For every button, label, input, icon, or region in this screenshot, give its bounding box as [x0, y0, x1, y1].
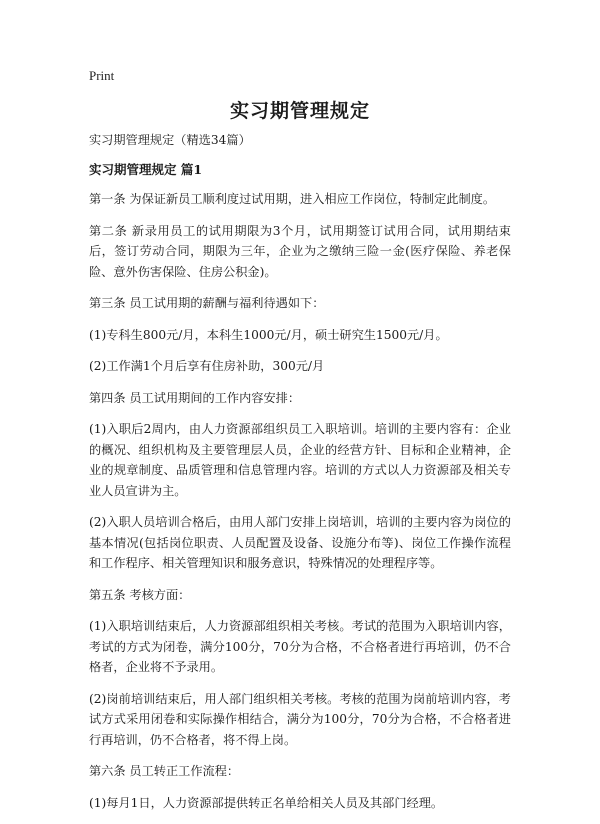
- paragraph: 第四条 员工试用期间的工作内容安排：: [89, 390, 301, 405]
- paragraph: (2)入职人员培训合格后，由用人部门安排上岗培训，培训的主要内容为岗位的基本情况(包括岗位职责、人员配置及设备、设施分布等)、岗位工作操作流程和工作程序、相关管理知识和服务意识，特殊情况的处理程序等。: [89, 515, 511, 570]
- print-link[interactable]: Print: [89, 68, 115, 83]
- paragraph: (1)每月1日，人力资源部提供转正名单给相关人员及其部门经理。: [89, 795, 444, 810]
- paragraph: 第五条 考核方面：: [89, 587, 191, 602]
- paragraph: (1)专科生800元/月，本科生1000元/月，硕士研究生1500元/月。: [89, 327, 448, 342]
- paragraph: 第六条 员工转正工作流程：: [89, 764, 240, 778]
- section-heading: 实习期管理规定 篇1: [89, 161, 203, 177]
- page-title: 实习期管理规定: [229, 100, 370, 122]
- paragraph: 第一条 为保证新员工顺利度过试用期，进入相应工作岗位，特制定此制度。: [89, 192, 496, 206]
- paragraph: (2)岗前培训结束后，用人部门组织相关考核。考核的范围为岗前培训内容，考试方式采用闭卷和实际操作相结合，满分为100分，70分为合格，不合格者进行再培训，仍不合格者，将不得上岗。: [89, 691, 511, 747]
- paragraph: (1)入职后2周内，由人力资源部组织员工入职培训。培训的主要内容有：企业的概况、组织机构及主要管理层人员，企业的经营方针、目标和企业精神，企业的规章制度、品质管理和信息管理内容。培训的方式以人力资源部及相关专业人员宣讲为主。: [89, 422, 511, 498]
- paragraph: (1)入职培训结束后，人力资源部组织相关考核。考试的范围为入职培训内容，考试的方式为闭卷，满分100分，70分为合格，不合格者进行再培训，仍不合格者，企业将不予录用。: [89, 619, 511, 674]
- paragraph: (2)工作满1个月后享有住房补助，300元/月: [89, 359, 325, 373]
- document-body: [89, 130, 511, 824]
- document-subtitle: 实习期管理规定（精选34篇）: [89, 133, 251, 147]
- paragraph: 第二条 新录用员工的试用期限为3个月，试用期签订试用合同，试用期结束后，签订劳动合同，期限为三年，企业为之缴纳三险一金(医疗保险、养老保险、意外伤害保险、住房公积金)。: [89, 223, 511, 279]
- paragraph: 第三条 员工试用期的薪酬与福利待遇如下：: [89, 296, 325, 310]
